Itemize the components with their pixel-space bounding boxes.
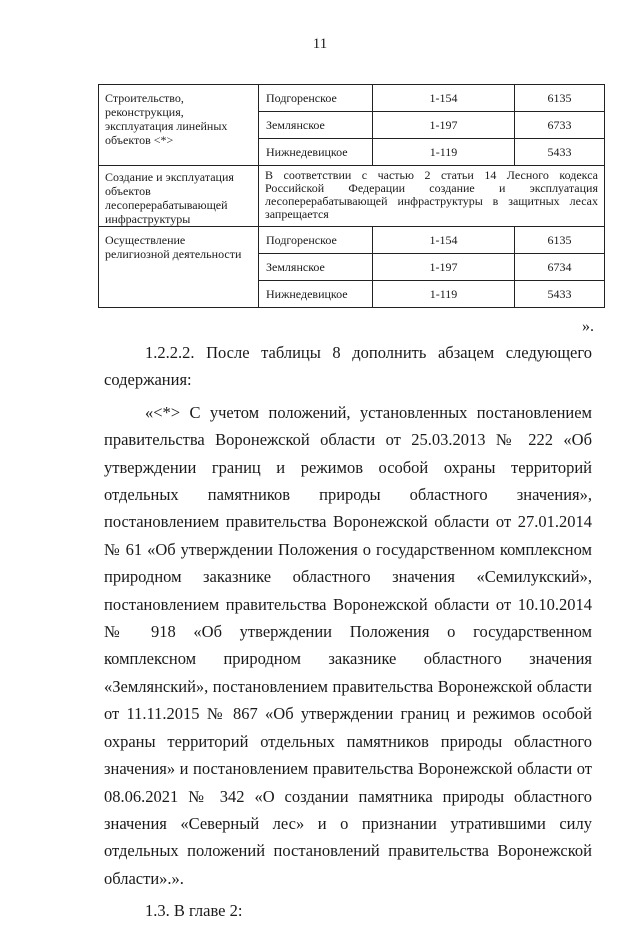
table-row — [99, 166, 605, 227]
paragraph-footnote-text: «<*> С учетом положений, установленных постановлением правительства Воронежской области от 25.03.2013 № 222 «Об утверждении границ и режимов особой охраны территорий отдельных памятников природы областного значения», постановлением правительства Воронежской области от 27.01.2014 № 61 «Об утверждении Положения о государственном комплексном природном заказнике областного значения «Семилукский», постановлением правительства Воронежской области от 10.10.2014 № 918 «Об утверждении Положения о государственном комплексном природном заказнике областного значения «Землянский», постановлением правительства Воронежской области от 11.11.2015 № 867 «Об утверждении границ и режимов особой охраны территорий отдельных памятников природы областного значения» и постановлением правительства Воронежской области от 08.06.2021 № 342 «О создании памятника природы областного значения «Северный лес» и о признании утратившими силу отдельных положений постановлений правительства Воронежской области».». — [104, 402, 592, 888]
number-cell: 6733 — [515, 112, 605, 139]
quarters-cell: 1-154 — [373, 227, 515, 254]
note-cell: В соответствии с частью 2 статьи 14 Лесного кодекса Российской Федерации создание и эксплуатация лесоперерабатывающей инфраструктуры в защитных лесах запрещается — [259, 166, 605, 227]
table-row — [99, 227, 605, 254]
quarters-cell: 1-119 — [373, 281, 515, 308]
number-cell: 6734 — [515, 254, 605, 281]
number-cell: 5433 — [515, 281, 605, 308]
quarters-cell: 1-197 — [373, 254, 515, 281]
activity-cell: Строительство, реконструкция, эксплуатация линейных объектов <*> — [99, 85, 259, 166]
paragraph-amendment-intro: 1.2.2.2. После таблицы 8 дополнить абзацем следующего содержания: — [104, 343, 592, 390]
quarters-cell: 1-119 — [373, 139, 515, 166]
activity-cell: Осуществление религиозной деятельности — [99, 227, 259, 308]
district-cell: Нижнедевицкое — [259, 139, 373, 166]
district-cell: Подгоренское — [259, 227, 373, 254]
closing-quote: ». — [582, 318, 594, 335]
district-cell: Землянское — [259, 254, 373, 281]
quarters-cell: 1-154 — [373, 85, 515, 112]
number-cell: 6135 — [515, 85, 605, 112]
page-number: 11 — [312, 36, 328, 52]
number-cell: 6135 — [515, 227, 605, 254]
quarters-cell: 1-197 — [373, 112, 515, 139]
activity-cell: Создание и эксплуатация объектов лесоперерабатывающей инфраструктуры — [99, 166, 259, 227]
district-cell: Нижнедевицкое — [259, 281, 373, 308]
body-text — [104, 339, 592, 925]
number-cell: 5433 — [515, 139, 605, 166]
land-use-table — [98, 84, 605, 308]
paragraph-chapter-2: 1.3. В главе 2: — [145, 901, 243, 921]
district-cell: Землянское — [259, 112, 373, 139]
district-cell: Подгоренское — [259, 85, 373, 112]
table-row — [99, 85, 605, 112]
